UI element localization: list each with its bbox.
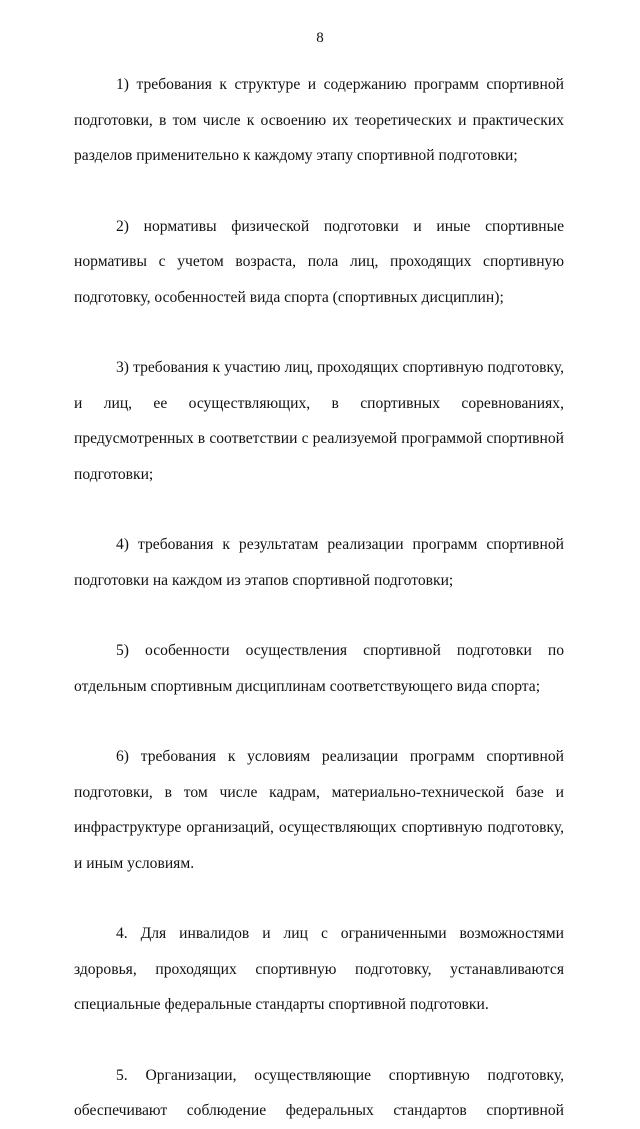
paragraph-item-2: 2) нормативы физической подготовки и иные спортивные нормативы с учетом возраста, пола лиц, проходящих спортивную подготовку, особенностей вида спорта (спортивных дисциплин); [74, 217, 564, 306]
page-number: 8 [316, 30, 324, 46]
paragraph-section-4: 4. Для инвалидов и лиц с ограниченными возможностями здоровья, проходящих спортивную подготовку, устанавливаются специальные федеральные стандарты спортивной подготовки. [74, 925, 564, 1013]
paragraph-item-1: 1) требования к структуре и содержанию программ спортивной подготовки, в том числе к освоению их теоретических и практических разделов применительно к каждому этапу спортивной подготовки; [74, 76, 564, 164]
document-body [74, 67, 564, 1129]
paragraph-section-5: 5. Организации, осуществляющие спортивную подготовку, обеспечивают соблюдение федеральных стандартов спортивной [74, 1066, 564, 1119]
paragraph-item-5: 5) особенности осуществления спортивной подготовки по отдельным спортивным дисциплинам соответствующего вида спорта; [74, 642, 564, 695]
paragraph-item-6: 6) требования к условиям реализации программ спортивной подготовки, в том числе кадрам, материально-технической базе и инфраструктуре организаций, осуществляющих спортивную подготовку, и иным условиям. [74, 748, 564, 872]
paragraph-item-4: 4) требования к результатам реализации программ спортивной подготовки на каждом из этапов спортивной подготовки; [74, 536, 564, 589]
paragraph-item-3: 3) требования к участию лиц, проходящих спортивную подготовку, и лиц, ее осуществляющих, в спортивных соревнованиях, предусмотренных в соответствии с реализуемой программой спортивной подготовки; [74, 359, 564, 483]
